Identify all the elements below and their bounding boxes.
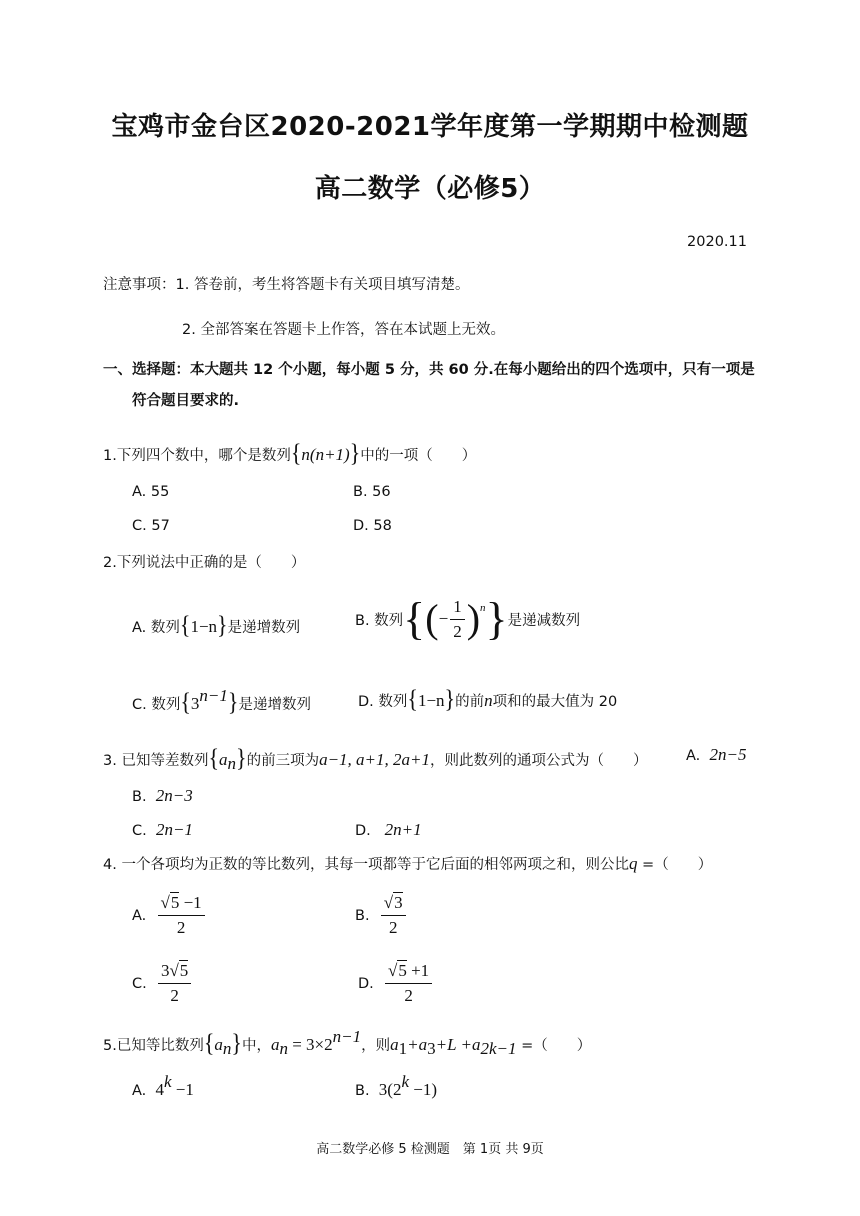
q2-b-den: 2 [453,621,462,641]
q4-a-radicand: 5 [170,893,180,912]
q4-c-label: C. [132,975,147,992]
q4-a-label: A. [132,907,147,924]
exam-subtitle: 高二数学（必修5） [314,174,546,204]
q2-a-tail: 是递增数列 [227,620,301,636]
q4-b-fraction [381,893,406,938]
q3-middle: 的前三项为 [246,753,320,769]
q4-var: q [628,854,638,873]
question-5 [103,1027,591,1059]
q3-a-val: 2n−5 [709,745,747,764]
q5-middle: 中， [241,1038,271,1054]
q3-b-label: B. [132,789,147,805]
paren-right: ) [466,596,481,641]
brace-left: { [179,610,191,639]
brace-right: } [217,610,228,639]
q2-b-tail: 是递减数列 [507,612,581,629]
q1-prefix: 1.下列四个数中，哪个是数列 [103,448,291,464]
q5-b-tail: −1) [409,1080,437,1099]
q3-seq: a [219,750,228,769]
q3-b-val: 2n−3 [155,786,193,805]
q1-option-c: C. 57 [132,518,170,534]
q4-d-label: D. [358,975,374,992]
q2-d-mid: 的前 [455,694,485,710]
sqrt-sign: √ [383,893,394,912]
q4-d-den: 2 [404,986,413,1005]
sqrt-sign: √ [169,961,179,980]
q5-an: a [270,1035,280,1054]
q2-option-d [358,686,617,712]
q2-a-expr: 1−n [190,617,218,636]
q5-b-exp: k [401,1072,409,1091]
q4-c-fraction [158,961,191,1006]
q1-suffix: 中的一项（ ） [360,448,477,464]
notice-label: 注意事项： [103,277,176,293]
q5-a-tail: −1 [171,1080,194,1099]
q4-b-den: 2 [388,918,398,937]
q3-terms: a−1, a+1, 2a+1 [319,750,430,769]
q2-d-var: n [484,691,493,710]
q2-b-num: 1 [450,597,465,620]
question-2: 2.下列说法中正确的是（ ） [103,555,306,571]
q5-b-pre: 3(2 [378,1080,402,1099]
minus-sign: − [438,609,449,628]
section-heading: 一、选择题：本大题共 12 个小题，每小题 5 分，共 60 分.在每小题给出的四个选项中，只有一项是 [103,362,755,378]
q4-stem-suffix: =（ ） [637,857,713,873]
q5-plus1: +a [407,1035,428,1054]
q4-option-c [132,961,193,1006]
brace-right: } [485,593,508,644]
q1-expr: n(n+1) [301,445,350,464]
q4-b-label: B. [355,907,370,924]
notice-item-2: 2. 全部答案在答题卡上作答，答在本试题上无效。 [182,322,505,338]
brace-left: { [180,687,191,716]
q4-a-fraction [158,893,205,938]
paren-left: ( [425,596,439,641]
q2-b-label: B. 数列 [355,612,404,629]
q5-prefix: 5.已知等比数列 [103,1038,204,1054]
q4-option-a [132,893,207,938]
q4-a-den: 2 [176,918,186,937]
q5-eq: = 3×2 [287,1035,333,1054]
q2-c-label: C. 数列 [132,697,181,713]
q2-d-tail: 项和的最大值为 20 [492,694,618,710]
q5-an-sub: n [279,1039,288,1058]
q4-option-b [355,893,408,938]
q4-d-radicand: 5 [398,961,407,980]
q2-option-c [132,686,311,715]
q5-seq-sub: n [222,1039,232,1058]
q5-plus2: +L +a [435,1035,481,1054]
brace-left: { [208,743,220,772]
q5-a-exp: k [164,1072,172,1091]
q4-b-radicand: 3 [394,893,403,912]
q4-option-d [358,961,434,1006]
q4-a-numerator [158,893,205,916]
q4-c-numerator [158,961,191,984]
q2-c-exp: n−1 [199,686,228,705]
question-1 [103,440,476,466]
brace-right: } [444,684,456,713]
question-4 [103,853,712,874]
q5-then: ，则 [361,1038,391,1054]
q4-stem-prefix: 4. 一个各项均为正数的等比数列，其每一项都等于它后面的相邻两项之和，则公比 [103,857,629,873]
exam-date: 2020.11 [687,234,747,250]
q2-c-base: 3 [190,694,200,713]
q3-option-b [132,786,193,806]
q2-d-expr: 1−n [417,691,445,710]
q4-c-coef: 3 [160,961,170,980]
q3-option-d [355,820,422,840]
q2-a-label: A. 数列 [132,620,180,636]
q3-seq-sub: n [227,754,237,773]
page-footer: 高二数学必修 5 检测题 第 1页 共 9页 [316,1142,544,1157]
q4-a-num-tail: −1 [179,893,202,912]
question-3 [103,745,648,774]
q4-d-numerator [385,961,432,984]
q5-sum-sub-last: 2k−1 [480,1039,517,1058]
q4-c-radicand: 5 [179,961,189,980]
q5-option-a [132,1072,194,1100]
q2-option-a [132,612,300,638]
q5-a-label: A. [132,1083,147,1099]
q2-option-b [355,593,581,644]
q5-seq: a [214,1035,223,1054]
notice-text-1: 1. 答卷前，考生将答题卡有关项目填写清楚。 [175,277,470,293]
q4-d-fraction [385,961,432,1006]
q5-option-b [355,1072,437,1100]
q5-suffix: =（ ） [516,1038,592,1054]
q3-c-label: C. [132,823,147,839]
q1-option-a: A. 55 [132,484,170,500]
q1-option-d: D. 58 [353,518,392,534]
sqrt-sign: √ [388,961,398,980]
q4-b-numerator [381,893,406,916]
q2-b-fraction [450,597,465,642]
q5-sum-sub1: 1 [398,1039,408,1058]
q3-suffix: ，则此数列的通项公式为（ ） [430,753,648,769]
q5-b-label: B. [355,1083,370,1099]
q2-b-exp: n [480,602,486,614]
q4-d-num-tail: +1 [406,961,430,980]
q3-option-c [132,820,193,840]
q2-c-tail: 是递增数列 [238,697,311,713]
q4-c-den: 2 [170,986,179,1005]
notice-item-1 [103,273,469,294]
q5-eq-exp: n−1 [332,1027,362,1046]
sqrt-sign: √ [160,893,170,912]
brace-left: { [203,1028,215,1057]
q3-d-label: D. [355,823,371,839]
section-heading-line2: 符合题目要求的. [132,393,240,409]
q2-d-label: D. 数列 [358,694,408,710]
q3-prefix: 3. 已知等差数列 [103,753,209,769]
q5-a-base: 4 [155,1080,164,1099]
exam-title: 宝鸡市金台区2020-2021学年度第一学期期中检测题 [111,112,749,142]
q3-option-a [686,745,746,765]
q5-sum-sub3: 3 [427,1039,436,1058]
q1-option-b: B. 56 [353,484,391,500]
brace-left: { [290,438,302,467]
brace-right: } [231,1028,242,1057]
q5-sum: a [390,1035,399,1054]
brace-right: } [236,743,247,772]
q3-a-label: A. [686,748,701,764]
brace-left: { [407,684,418,713]
brace-left: { [403,593,426,644]
q3-d-val: 2n+1 [384,820,422,839]
brace-right: } [349,438,361,467]
q3-c-val: 2n−1 [155,820,193,839]
brace-right: } [227,687,239,716]
